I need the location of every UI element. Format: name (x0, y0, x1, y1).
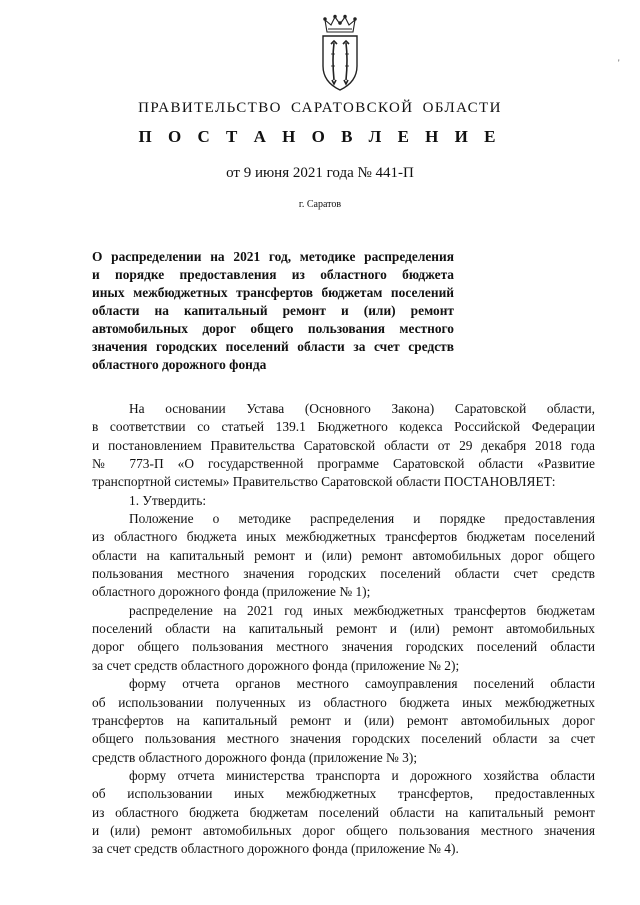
document-type: П О С Т А Н О В Л Е Н И Е (138, 127, 502, 146)
body-line: за счет средств областного дорожного фонда (приложение № 2); (92, 657, 460, 673)
subject-line: автомобильных дорог общего пользования местного (92, 321, 454, 336)
government-title: ПРАВИТЕЛЬСТВО САРАТОВСКОЙ ОБЛАСТИ (138, 100, 502, 116)
subject-line: областного дорожного фонда (92, 357, 267, 372)
body-line: области на капитальный ремонт и (или) ремонт автомобильных дорог общего (92, 547, 595, 563)
document-subject (92, 248, 454, 374)
body-line: дорог общего пользования местного значения городских поселений области (92, 639, 595, 655)
body-line: 1. Утвердить: (129, 492, 207, 508)
subject-line: и порядке предоставления из областного бюджета (92, 267, 454, 282)
body-line: из областного бюджета иных межбюджетных трансфертов бюджетам поселений (92, 529, 595, 545)
body-line: за счет средств областного дорожного фонда (приложение № 4). (92, 841, 459, 857)
body-line: из областного бюджета бюджетам поселений области на капитальный ремонт (92, 804, 595, 820)
subject-line: области на капитальный ремонт и (или) ремонт (92, 303, 454, 318)
subject-line: иных межбюджетных трансфертов бюджетам поселений (92, 285, 454, 300)
body-line: поселений области на капитальный ремонт и (или) ремонт автомобильных (92, 621, 595, 637)
body-line: трансфертов на капитальный ремонт и (или) ремонт автомобильных дорог (92, 712, 595, 728)
body-line: и постановлением Правительства Саратовской области от 29 декабря 2018 года (92, 437, 595, 453)
body-line: об использовании иных межбюджетных трансфертов, предоставленных (92, 786, 595, 802)
body-line: Положение о методике распределения и порядке предоставления (129, 511, 595, 527)
body-line: распределение на 2021 год иных межбюджетных трансфертов бюджетам (129, 602, 595, 618)
body-line: На основании Устава (Основного Закона) Саратовской области, (129, 401, 595, 416)
body-line: общего пользования местного значения городских поселений области за счет (92, 731, 595, 747)
subject-line: значения городских поселений области за счет средств (92, 339, 454, 354)
document-date-number: от 9 июня 2021 года № 441-П (226, 165, 414, 181)
body-line: форму отчета органов местного самоуправления поселений области (129, 676, 595, 692)
body-line: об использовании полученных из областного бюджета иных межбюджетных (92, 694, 595, 710)
body-line: в соответствии со статьей 139.1 Бюджетного кодекса Российской Федерации (92, 419, 595, 435)
body-line: областного дорожного фонда (приложение № 1); (92, 584, 371, 600)
corner-mark: ' (618, 58, 620, 68)
coat-of-arms-icon (318, 14, 362, 92)
body-line: транспортной системы» Правительство Саратовской области ПОСТАНОВЛЯЕТ: (92, 474, 556, 490)
subject-line: О распределении на 2021 год, методике распределения (92, 249, 454, 264)
body-line: и (или) ремонт автомобильных дорог общего пользования местного значения (92, 822, 595, 838)
body-line: форму отчета министерства транспорта и дорожного хозяйства области (129, 767, 595, 783)
document-city: г. Саратов (298, 199, 342, 210)
body-line: средств областного дорожного фонда (приложение № 3); (92, 749, 418, 765)
document-body (92, 400, 595, 859)
body-line: № 773-П «О государственной программе Саратовской области «Развитие (92, 456, 595, 472)
body-line: пользования местного значения городских поселений области счет средств (92, 566, 595, 582)
